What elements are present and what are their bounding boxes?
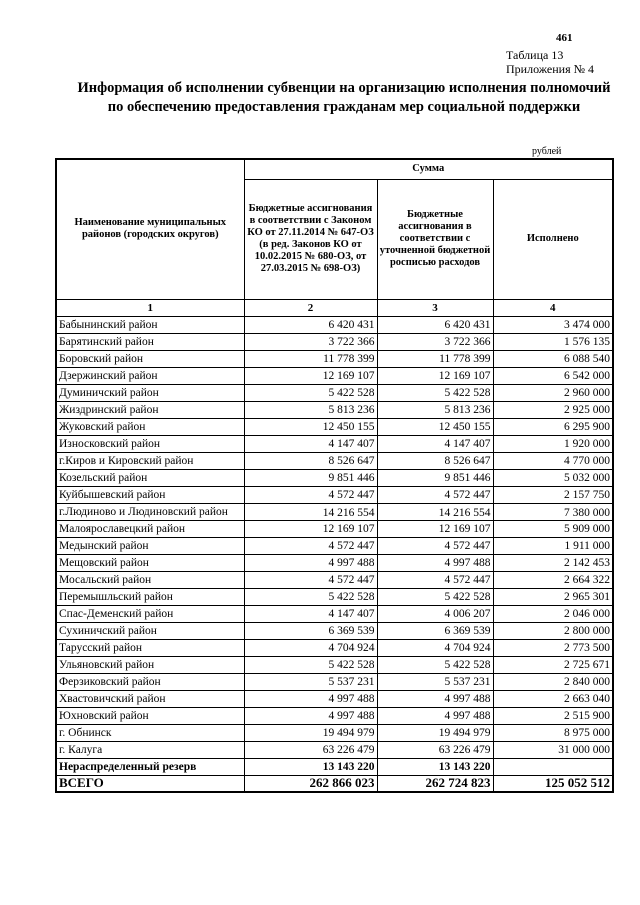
executed-amount: 2 960 000 — [493, 384, 613, 401]
district-name: Износковский район — [56, 435, 244, 452]
table-row — [56, 656, 613, 673]
table-row — [56, 452, 613, 469]
table-row — [56, 639, 613, 656]
executed-amount: 2 725 671 — [493, 656, 613, 673]
refined-allocation: 9 851 446 — [377, 469, 493, 486]
district-name: Юхновский район — [56, 707, 244, 724]
refined-allocation: 4 147 407 — [377, 435, 493, 452]
refined-allocation: 4 997 488 — [377, 707, 493, 724]
executed-amount: 2 157 750 — [493, 486, 613, 503]
district-name: Боровский район — [56, 350, 244, 367]
table-row — [56, 418, 613, 435]
district-name: Перемышльский район — [56, 588, 244, 605]
planned-allocation: 6 420 431 — [244, 316, 377, 333]
planned-allocation: 12 450 155 — [244, 418, 377, 435]
executed-amount — [493, 758, 613, 775]
table-row — [56, 503, 613, 520]
planned-allocation: 4 572 447 — [244, 486, 377, 503]
refined-allocation: 4 006 207 — [377, 605, 493, 622]
planned-allocation: 5 813 236 — [244, 401, 377, 418]
executed-amount: 7 380 000 — [493, 503, 613, 520]
district-name: г. Калуга — [56, 741, 244, 758]
refined-allocation: 3 722 366 — [377, 333, 493, 350]
table-reference: Таблица 13 — [506, 48, 564, 62]
planned-allocation: 12 169 107 — [244, 520, 377, 537]
executed-amount: 6 088 540 — [493, 350, 613, 367]
refined-allocation: 5 422 528 — [377, 588, 493, 605]
district-name: Нераспределенный резерв — [56, 758, 244, 775]
executed-amount: 2 663 040 — [493, 690, 613, 707]
total-label: ВСЕГО — [56, 775, 244, 792]
planned-allocation: 9 851 446 — [244, 469, 377, 486]
executed-amount: 6 295 900 — [493, 418, 613, 435]
page-number: 461 — [556, 32, 573, 44]
planned-allocation: 11 778 399 — [244, 350, 377, 367]
district-name: Малоярославецкий район — [56, 520, 244, 537]
planned-allocation: 4 147 407 — [244, 605, 377, 622]
refined-allocation: 4 704 924 — [377, 639, 493, 656]
index-cell: 3 — [377, 299, 493, 316]
index-cell: 4 — [493, 299, 613, 316]
table-row — [56, 384, 613, 401]
total-col2: 262 866 023 — [244, 775, 377, 792]
appendix-reference: Приложения № 4 — [506, 62, 595, 76]
total-col3: 262 724 823 — [377, 775, 493, 792]
subvention-table — [55, 158, 614, 793]
refined-allocation: 5 813 236 — [377, 401, 493, 418]
district-name: Сухиничский район — [56, 622, 244, 639]
index-cell: 2 — [244, 299, 377, 316]
planned-allocation: 4 997 488 — [244, 707, 377, 724]
district-name: Козельский район — [56, 469, 244, 486]
table-row — [56, 333, 613, 350]
total-row — [56, 775, 613, 792]
refined-allocation: 4 572 447 — [377, 571, 493, 588]
district-name: Куйбышевский район — [56, 486, 244, 503]
table-row — [56, 486, 613, 503]
refined-allocation: 14 216 554 — [377, 503, 493, 520]
planned-allocation: 5 422 528 — [244, 588, 377, 605]
executed-amount: 2 840 000 — [493, 673, 613, 690]
executed-amount: 2 664 322 — [493, 571, 613, 588]
table-row — [56, 588, 613, 605]
executed-amount: 1 576 135 — [493, 333, 613, 350]
planned-allocation: 4 147 407 — [244, 435, 377, 452]
executed-amount: 4 770 000 — [493, 452, 613, 469]
refined-allocation: 4 572 447 — [377, 486, 493, 503]
executed-amount: 6 542 000 — [493, 367, 613, 384]
col-name-header: Наименование муниципальных районов (городских округов) — [56, 159, 244, 299]
col3-header: Бюджетные ассигнования в соответствии с уточненной бюджетной росписью расходов — [377, 179, 493, 299]
executed-amount: 1 911 000 — [493, 537, 613, 554]
executed-amount: 5 909 000 — [493, 520, 613, 537]
refined-allocation: 8 526 647 — [377, 452, 493, 469]
refined-allocation: 4 997 488 — [377, 690, 493, 707]
table-row — [56, 520, 613, 537]
planned-allocation: 12 169 107 — [244, 367, 377, 384]
planned-allocation: 5 537 231 — [244, 673, 377, 690]
table-row — [56, 741, 613, 758]
district-name: Жуковский район — [56, 418, 244, 435]
refined-allocation: 5 537 231 — [377, 673, 493, 690]
district-name: Медынский район — [56, 537, 244, 554]
executed-amount: 1 920 000 — [493, 435, 613, 452]
table-row — [56, 435, 613, 452]
document-title: Информация об исполнении субвенции на организацию исполнения полномочий по обеспечению предоставления гражданам мер социальной поддержки — [77, 80, 611, 115]
planned-allocation: 4 572 447 — [244, 537, 377, 554]
planned-allocation: 8 526 647 — [244, 452, 377, 469]
refined-allocation: 12 169 107 — [377, 520, 493, 537]
executed-amount: 31 000 000 — [493, 741, 613, 758]
table-row — [56, 316, 613, 333]
table-row — [56, 724, 613, 741]
refined-allocation: 4 572 447 — [377, 537, 493, 554]
district-name: г.Людиново и Людиновский район — [56, 503, 244, 520]
refined-allocation: 11 778 399 — [377, 350, 493, 367]
table-row — [56, 469, 613, 486]
table-row — [56, 758, 613, 775]
planned-allocation: 3 722 366 — [244, 333, 377, 350]
district-name: Хвастовичский район — [56, 690, 244, 707]
executed-amount: 2 965 301 — [493, 588, 613, 605]
executed-amount: 2 515 900 — [493, 707, 613, 724]
index-cell: 1 — [56, 299, 244, 316]
district-name: г. Обнинск — [56, 724, 244, 741]
district-name: Думиничский район — [56, 384, 244, 401]
refined-allocation: 5 422 528 — [377, 384, 493, 401]
table-row — [56, 401, 613, 418]
executed-amount: 3 474 000 — [493, 316, 613, 333]
executed-amount: 2 046 000 — [493, 605, 613, 622]
district-name: Барятинский район — [56, 333, 244, 350]
planned-allocation: 14 216 554 — [244, 503, 377, 520]
table-row — [56, 537, 613, 554]
table-row — [56, 690, 613, 707]
planned-allocation: 5 422 528 — [244, 384, 377, 401]
district-name: Мещовский район — [56, 554, 244, 571]
table-row — [56, 367, 613, 384]
refined-allocation: 4 997 488 — [377, 554, 493, 571]
table-row — [56, 554, 613, 571]
planned-allocation: 4 997 488 — [244, 554, 377, 571]
refined-allocation: 6 369 539 — [377, 622, 493, 639]
executed-amount: 5 032 000 — [493, 469, 613, 486]
table-row — [56, 707, 613, 724]
refined-allocation: 6 420 431 — [377, 316, 493, 333]
col2-header: Бюджетные ассигнования в соответствии с Законом КО от 27.11.2014 № 647-ОЗ (в ред. Законов КО от 10.02.2015 № 680-ОЗ, от 27.03.2015 № 698-ОЗ) — [244, 179, 377, 299]
district-name: Мосальский район — [56, 571, 244, 588]
table-row — [56, 571, 613, 588]
district-name: Тарусский район — [56, 639, 244, 656]
executed-amount: 2 925 000 — [493, 401, 613, 418]
refined-allocation: 5 422 528 — [377, 656, 493, 673]
refined-allocation: 12 169 107 — [377, 367, 493, 384]
district-name: Спас-Деменский район — [56, 605, 244, 622]
table-row — [56, 622, 613, 639]
sum-header: Сумма — [244, 159, 613, 179]
planned-allocation: 13 143 220 — [244, 758, 377, 775]
district-name: Дзержинский район — [56, 367, 244, 384]
planned-allocation: 4 704 924 — [244, 639, 377, 656]
planned-allocation: 5 422 528 — [244, 656, 377, 673]
executed-amount: 2 142 453 — [493, 554, 613, 571]
planned-allocation: 4 997 488 — [244, 690, 377, 707]
units-label: рублей — [532, 146, 562, 157]
district-name: Бабынинский район — [56, 316, 244, 333]
district-name: Ферзиковский район — [56, 673, 244, 690]
executed-amount: 8 975 000 — [493, 724, 613, 741]
refined-allocation: 63 226 479 — [377, 741, 493, 758]
district-name: Жиздринский район — [56, 401, 244, 418]
district-name: г.Киров и Кировский район — [56, 452, 244, 469]
total-col4: 125 052 512 — [493, 775, 613, 792]
executed-amount: 2 800 000 — [493, 622, 613, 639]
table-row — [56, 673, 613, 690]
planned-allocation: 19 494 979 — [244, 724, 377, 741]
refined-allocation: 13 143 220 — [377, 758, 493, 775]
table-row — [56, 605, 613, 622]
executed-amount: 2 773 500 — [493, 639, 613, 656]
planned-allocation: 4 572 447 — [244, 571, 377, 588]
planned-allocation: 6 369 539 — [244, 622, 377, 639]
planned-allocation: 63 226 479 — [244, 741, 377, 758]
table-body — [56, 316, 613, 775]
refined-allocation: 12 450 155 — [377, 418, 493, 435]
table-row — [56, 350, 613, 367]
col4-header: Исполнено — [493, 179, 613, 299]
district-name: Ульяновский район — [56, 656, 244, 673]
refined-allocation: 19 494 979 — [377, 724, 493, 741]
